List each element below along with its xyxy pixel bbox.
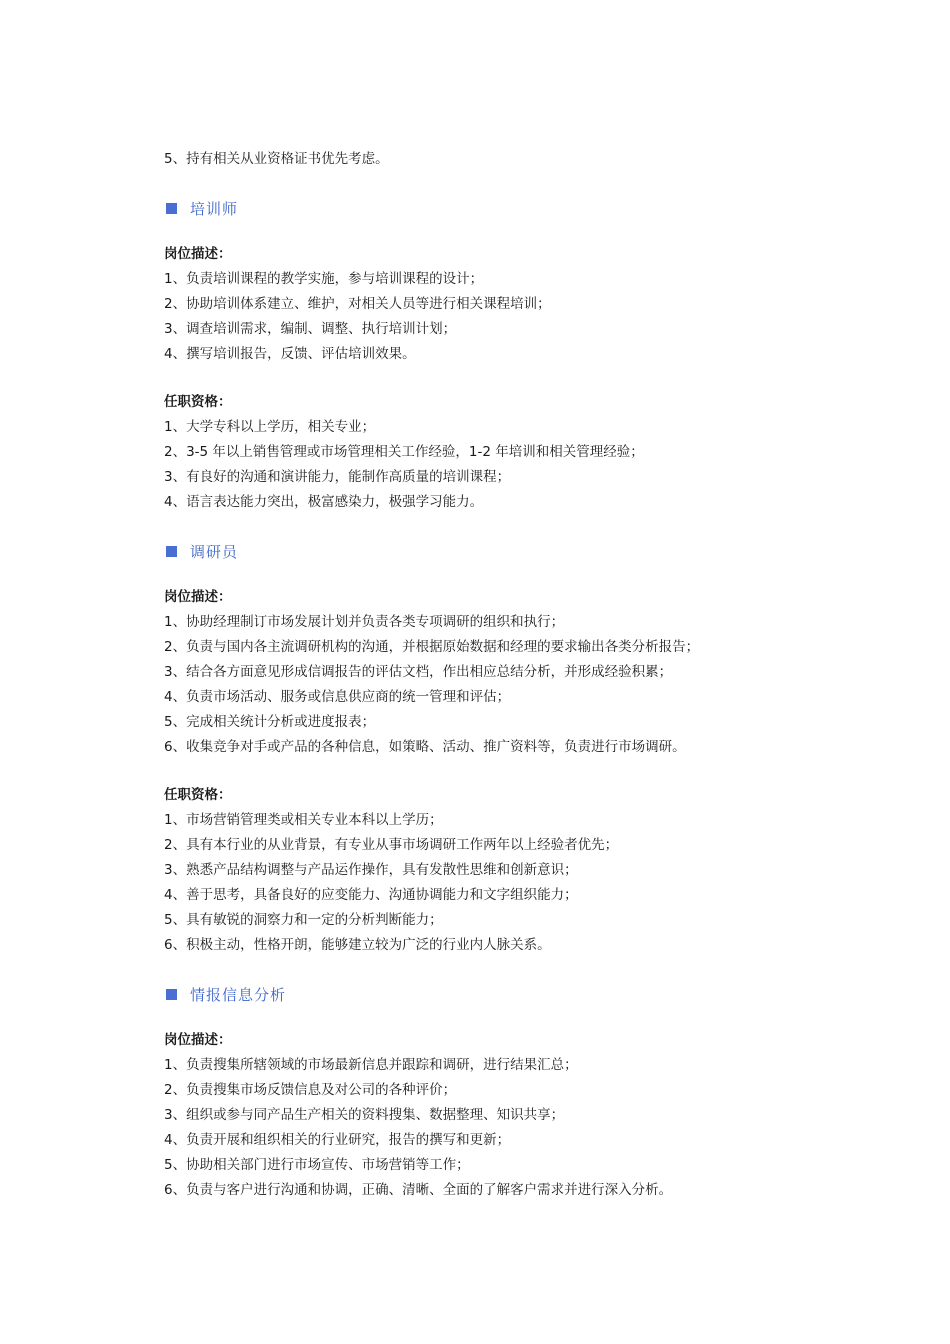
section-heading <box>164 538 884 564</box>
duty-item: 3、组织或参与同产品生产相关的资料搜集、数据整理、知识共享； <box>164 1107 565 1123</box>
square-bullet-icon <box>166 203 177 214</box>
duty-item: 2、协助培训体系建立、维护，对相关人员等进行相关课程培训； <box>164 296 551 312</box>
section-intelligence-analyst <box>164 981 884 1203</box>
duty-item: 4、负责开展和组织相关的行业研究，报告的撰写和更新； <box>164 1132 511 1148</box>
requirement-item: 1、大学专科以上学历，相关专业； <box>164 419 376 435</box>
section-trainer <box>164 195 884 515</box>
document-page <box>164 147 884 1203</box>
duty-item: 6、负责与客户进行沟通和协调，正确、清晰、全面的了解客户需求并进行深入分析。 <box>164 1182 673 1198</box>
duty-item: 2、负责与国内各主流调研机构的沟通，并根据原始数据和经理的要求输出各类分析报告； <box>164 639 700 655</box>
duty-item: 6、收集竞争对手或产品的各种信息，如策略、活动、推广资料等，负责进行市场调研。 <box>164 739 686 755</box>
duty-item: 4、撰写培训报告，反馈、评估培训效果。 <box>164 346 416 362</box>
section-heading <box>164 981 884 1007</box>
requirement-item: 1、市场营销管理类或相关专业本科以上学历； <box>164 812 443 828</box>
requirement-label: 任职资格： <box>164 787 232 803</box>
duty-label: 岗位描述： <box>164 589 232 605</box>
requirement-item: 3、有良好的沟通和演讲能力，能制作高质量的培训课程； <box>164 469 511 485</box>
requirement-item: 4、善于思考，具备良好的应变能力、沟通协调能力和文字组织能力； <box>164 887 578 903</box>
requirement-item: 3、熟悉产品结构调整与产品运作操作，具有发散性思维和创新意识； <box>164 862 578 878</box>
duty-item: 5、协助相关部门进行市场宣传、市场营销等工作； <box>164 1157 470 1173</box>
section-title: 培训师 <box>190 199 239 218</box>
requirement-label: 任职资格： <box>164 394 232 410</box>
requirement-item: 5、具有敏锐的洞察力和一定的分析判断能力； <box>164 912 443 928</box>
section-title: 调研员 <box>190 542 239 561</box>
requirement-item: 2、具有本行业的从业背景，有专业从事市场调研工作两年以上经验者优先； <box>164 837 619 853</box>
duty-item: 4、负责市场活动、服务或信息供应商的统一管理和评估； <box>164 689 511 705</box>
square-bullet-icon <box>166 989 177 1000</box>
section-researcher <box>164 538 884 958</box>
duty-item: 1、负责培训课程的教学实施，参与培训课程的设计； <box>164 271 484 287</box>
section-heading <box>164 195 884 221</box>
duty-item: 1、负责搜集所辖领域的市场最新信息并跟踪和调研，进行结果汇总； <box>164 1057 578 1073</box>
duty-item: 3、结合各方面意见形成信调报告的评估文档，作出相应总结分析，并形成经验积累； <box>164 664 673 680</box>
duty-label: 岗位描述： <box>164 246 232 262</box>
requirement-item: 6、积极主动，性格开朗，能够建立较为广泛的行业内人脉关系。 <box>164 937 551 953</box>
requirement-item: 2、3-5 年以上销售管理或市场管理相关工作经验，1-2 年培训和相关管理经验； <box>164 444 644 460</box>
duty-item: 1、协助经理制订市场发展计划并负责各类专项调研的组织和执行； <box>164 614 565 630</box>
section-title: 情报信息分析 <box>190 985 287 1004</box>
duty-item: 2、负责搜集市场反馈信息及对公司的各种评价； <box>164 1082 457 1098</box>
intro-line: 5、持有相关从业资格证书优先考虑。 <box>164 151 389 167</box>
duty-item: 3、调查培训需求，编制、调整、执行培训计划； <box>164 321 457 337</box>
duty-label: 岗位描述： <box>164 1032 232 1048</box>
square-bullet-icon <box>166 546 177 557</box>
duty-item: 5、完成相关统计分析或进度报表； <box>164 714 376 730</box>
requirement-item: 4、语言表达能力突出，极富感染力，极强学习能力。 <box>164 494 484 510</box>
